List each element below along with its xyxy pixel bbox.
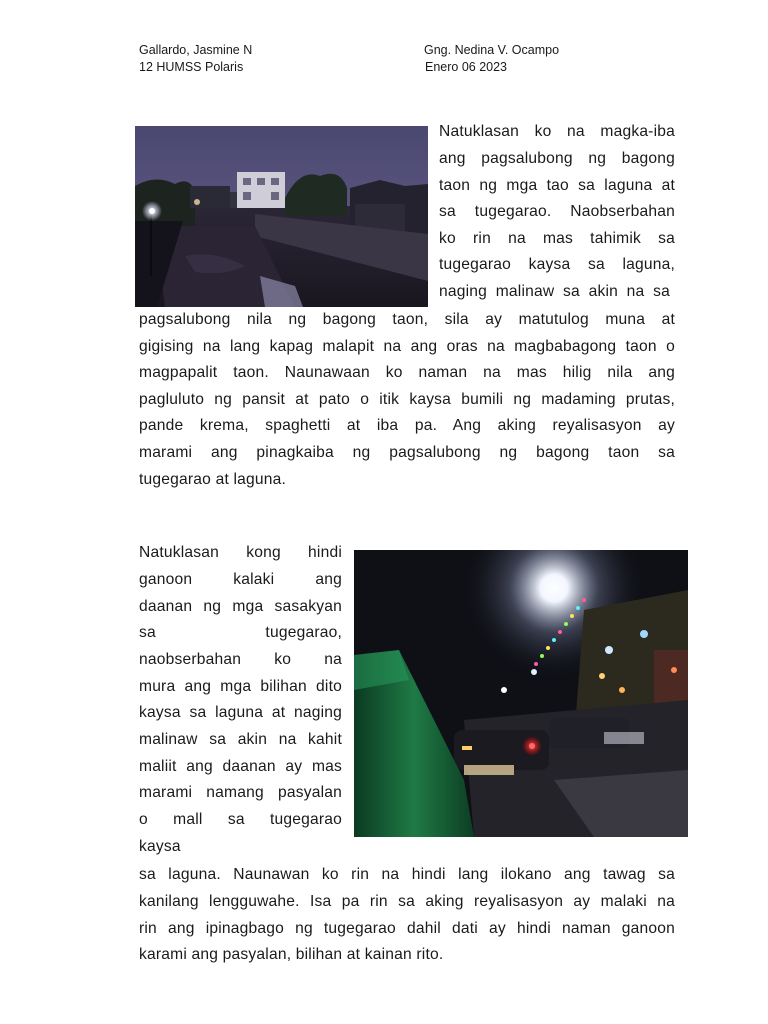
- paragraph-1-line: Natuklasan ko na magka-iba: [439, 123, 675, 140]
- paragraph-2-line: marami namang pasyalan: [139, 784, 342, 801]
- student-info: [139, 42, 252, 76]
- paragraph-1-line: pagsalubong nila ng bagong taon, sila ay matutulog muna at: [139, 311, 675, 328]
- paragraph-1-line: gigising na lang kapag malapit na ang oras na magbabagong taon o: [139, 338, 675, 355]
- paragraph-2-line: kaysa sa laguna at naging: [139, 704, 342, 721]
- paragraph-2-line: sa tugegarao,: [139, 624, 342, 641]
- paragraph-2-line: karami ang pasyalan, bilihan at kainan rito.: [139, 946, 444, 963]
- paragraph-1-line: ko rin na mas tahimik sa: [439, 230, 675, 247]
- document-date: Enero 06 2023: [425, 60, 508, 74]
- paragraph-1-line: taon ng mga tao sa laguna at: [439, 177, 675, 194]
- paragraph-1-line: pagluluto ng pansit at pato o itik kaysa bumili ng madaming prutas,: [139, 391, 675, 408]
- paragraph-1-line: ang pagsalubong ng bagong: [439, 150, 675, 167]
- paragraph-2-line: kanilang lengguwahe. Isa pa rin sa aking reyalisasyon ay malaki na: [139, 893, 675, 910]
- paragraph-2-line: naobserbahan ko na: [139, 651, 342, 668]
- paragraph-1-line: sa tugegarao. Naobserbahan: [439, 203, 675, 220]
- paragraph-2-line: kaysa: [139, 838, 181, 855]
- teacher-info: [424, 42, 559, 76]
- paragraph-1-line: pande krema, spaghetti at iba pa. Ang aking reyalisasyon ay: [139, 417, 675, 434]
- paragraph-2-line: malinaw sa akin na kahit: [139, 731, 342, 748]
- student-section: 12 HUMSS Polaris: [139, 60, 244, 74]
- paragraph-2-line: sa laguna. Naunawan ko rin na hindi lang ilokano ang tawag sa: [139, 866, 675, 883]
- paragraph-1-line: magpapalit taon. Naunawaan ko naman na mas hilig nila ang: [139, 364, 675, 381]
- paragraph-2-line: ganoon kalaki ang: [139, 571, 342, 588]
- paragraph-1-line: naging malinaw sa akin na sa: [439, 283, 670, 300]
- paragraph-2-line: Natuklasan kong hindi: [139, 544, 342, 561]
- paragraph-2-line: o mall sa tugegarao: [139, 811, 342, 828]
- paragraph-2-line: mura ang mga bilihan dito: [139, 678, 342, 695]
- paragraph-1-line: tugegarao kaysa sa laguna,: [439, 256, 675, 273]
- dusk-street-photo: [135, 126, 428, 307]
- paragraph-1-line: marami ang pinagkaiba ng pagsalubong ng bagong taon sa: [139, 444, 675, 461]
- paragraph-1-line: tugegarao at laguna.: [139, 471, 287, 488]
- student-name: Gallardo, Jasmine N: [139, 43, 253, 57]
- teacher-name: Gng. Nedina V. Ocampo: [424, 43, 560, 57]
- night-street-photo: [354, 550, 688, 837]
- paragraph-2-line: daanan ng mga sasakyan: [139, 598, 342, 615]
- paragraph-2-line: maliit ang daanan ay mas: [139, 758, 342, 775]
- paragraph-2-line: rin ang ipinagbago ng tugegarao dahil dati ay hindi naman ganoon: [139, 920, 675, 937]
